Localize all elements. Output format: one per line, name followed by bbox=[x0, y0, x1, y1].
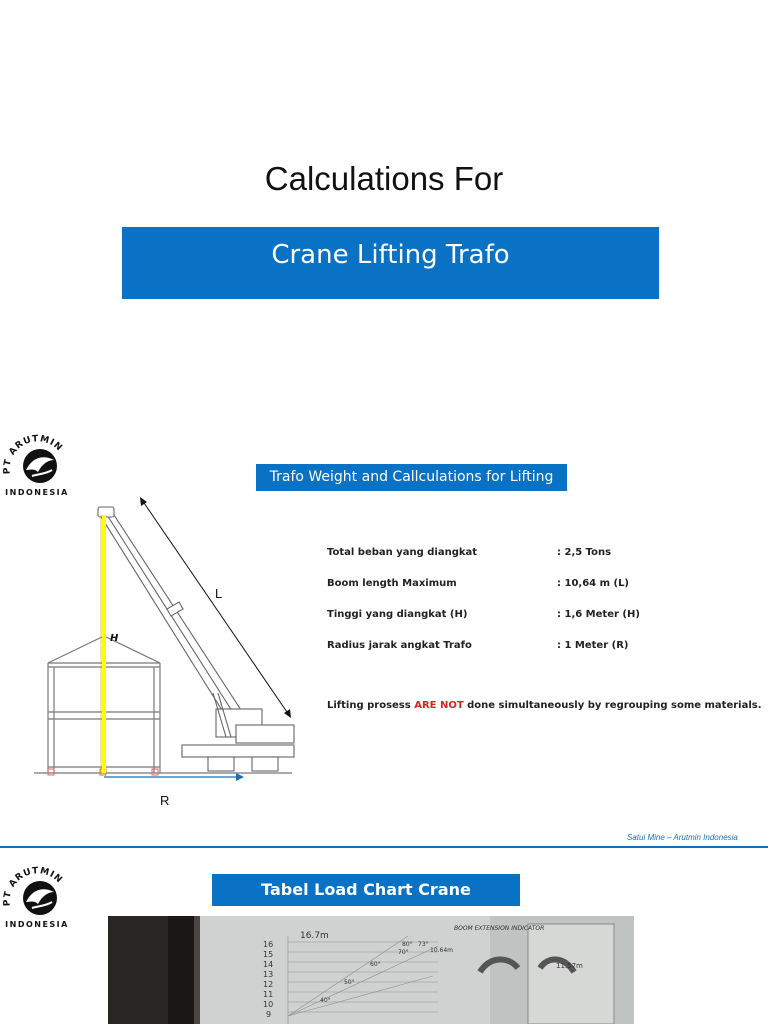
svg-text:11.57m: 11.57m bbox=[556, 962, 583, 970]
svg-text:15: 15 bbox=[263, 950, 274, 959]
diagram-label-r: R bbox=[160, 793, 170, 808]
note-highlight: ARE NOT bbox=[414, 700, 464, 711]
svg-text:BOOM EXTENSION INDICATOR: BOOM EXTENSION INDICATOR bbox=[454, 925, 545, 932]
spec-label-radius: Radius jarak angkat Trafo bbox=[327, 640, 472, 651]
load-chart-slide bbox=[0, 848, 768, 1024]
svg-text:60°: 60° bbox=[370, 961, 381, 968]
slide-title: Calculations For bbox=[264, 160, 504, 197]
svg-text:10.64m: 10.64m bbox=[430, 947, 454, 954]
load-chart-photo bbox=[108, 916, 634, 1024]
spec-value-boom-length: : 10,64 m (L) bbox=[557, 578, 630, 589]
lifting-note: Lifting prosess ARE NOT done simultaneously by regrouping some materials. bbox=[327, 700, 762, 711]
svg-text:13: 13 bbox=[263, 970, 274, 979]
svg-text:50°: 50° bbox=[344, 979, 355, 986]
section-header: Tabel Load Chart Crane bbox=[212, 874, 520, 906]
svg-text:10: 10 bbox=[263, 1000, 274, 1009]
spec-value-radius: : 1 Meter (R) bbox=[557, 640, 629, 651]
spec-label-height: Tinggi yang diangkat (H) bbox=[327, 609, 468, 620]
spec-label-boom-length: Boom length Maximum bbox=[327, 578, 457, 589]
svg-text:PT ARUTMIN: PT ARUTMIN bbox=[2, 434, 65, 475]
logo-bottom-text: INDONESIA bbox=[5, 488, 69, 497]
title-slide bbox=[0, 0, 768, 412]
svg-text:16: 16 bbox=[263, 940, 274, 949]
svg-text:16.7m: 16.7m bbox=[300, 931, 329, 941]
svg-text:80°: 80° bbox=[402, 941, 413, 948]
section-header: Trafo Weight and Callculations for Lifting bbox=[256, 464, 567, 491]
svg-text:12: 12 bbox=[263, 980, 274, 989]
svg-text:73°: 73° bbox=[418, 941, 429, 948]
slide-subtitle-banner: Crane Lifting Trafo bbox=[122, 227, 659, 299]
crane-lifting-diagram bbox=[30, 497, 300, 782]
spec-value-total-load: : 2,5 Tons bbox=[557, 547, 612, 558]
arutmin-logo bbox=[2, 430, 72, 502]
spec-label-total-load: Total beban yang diangkat bbox=[327, 547, 478, 558]
logo-bottom-text: INDONESIA bbox=[5, 920, 69, 929]
svg-text:11: 11 bbox=[263, 990, 274, 999]
spec-value-height: : 1,6 Meter (H) bbox=[557, 609, 640, 620]
svg-text:14: 14 bbox=[263, 960, 274, 969]
slide-footer: Satui Mine – Arutmin Indonesia bbox=[627, 833, 738, 842]
svg-text:PT ARUTMIN: PT ARUTMIN bbox=[2, 866, 65, 907]
lifting-specs bbox=[327, 547, 767, 657]
diagram-label-h: H bbox=[110, 633, 119, 644]
arutmin-logo bbox=[2, 862, 72, 934]
svg-text:40°: 40° bbox=[320, 997, 331, 1004]
svg-text:70°: 70° bbox=[398, 949, 409, 956]
calculation-slide bbox=[0, 412, 768, 848]
svg-text:9: 9 bbox=[266, 1010, 272, 1019]
diagram-label-l: L bbox=[215, 586, 223, 601]
